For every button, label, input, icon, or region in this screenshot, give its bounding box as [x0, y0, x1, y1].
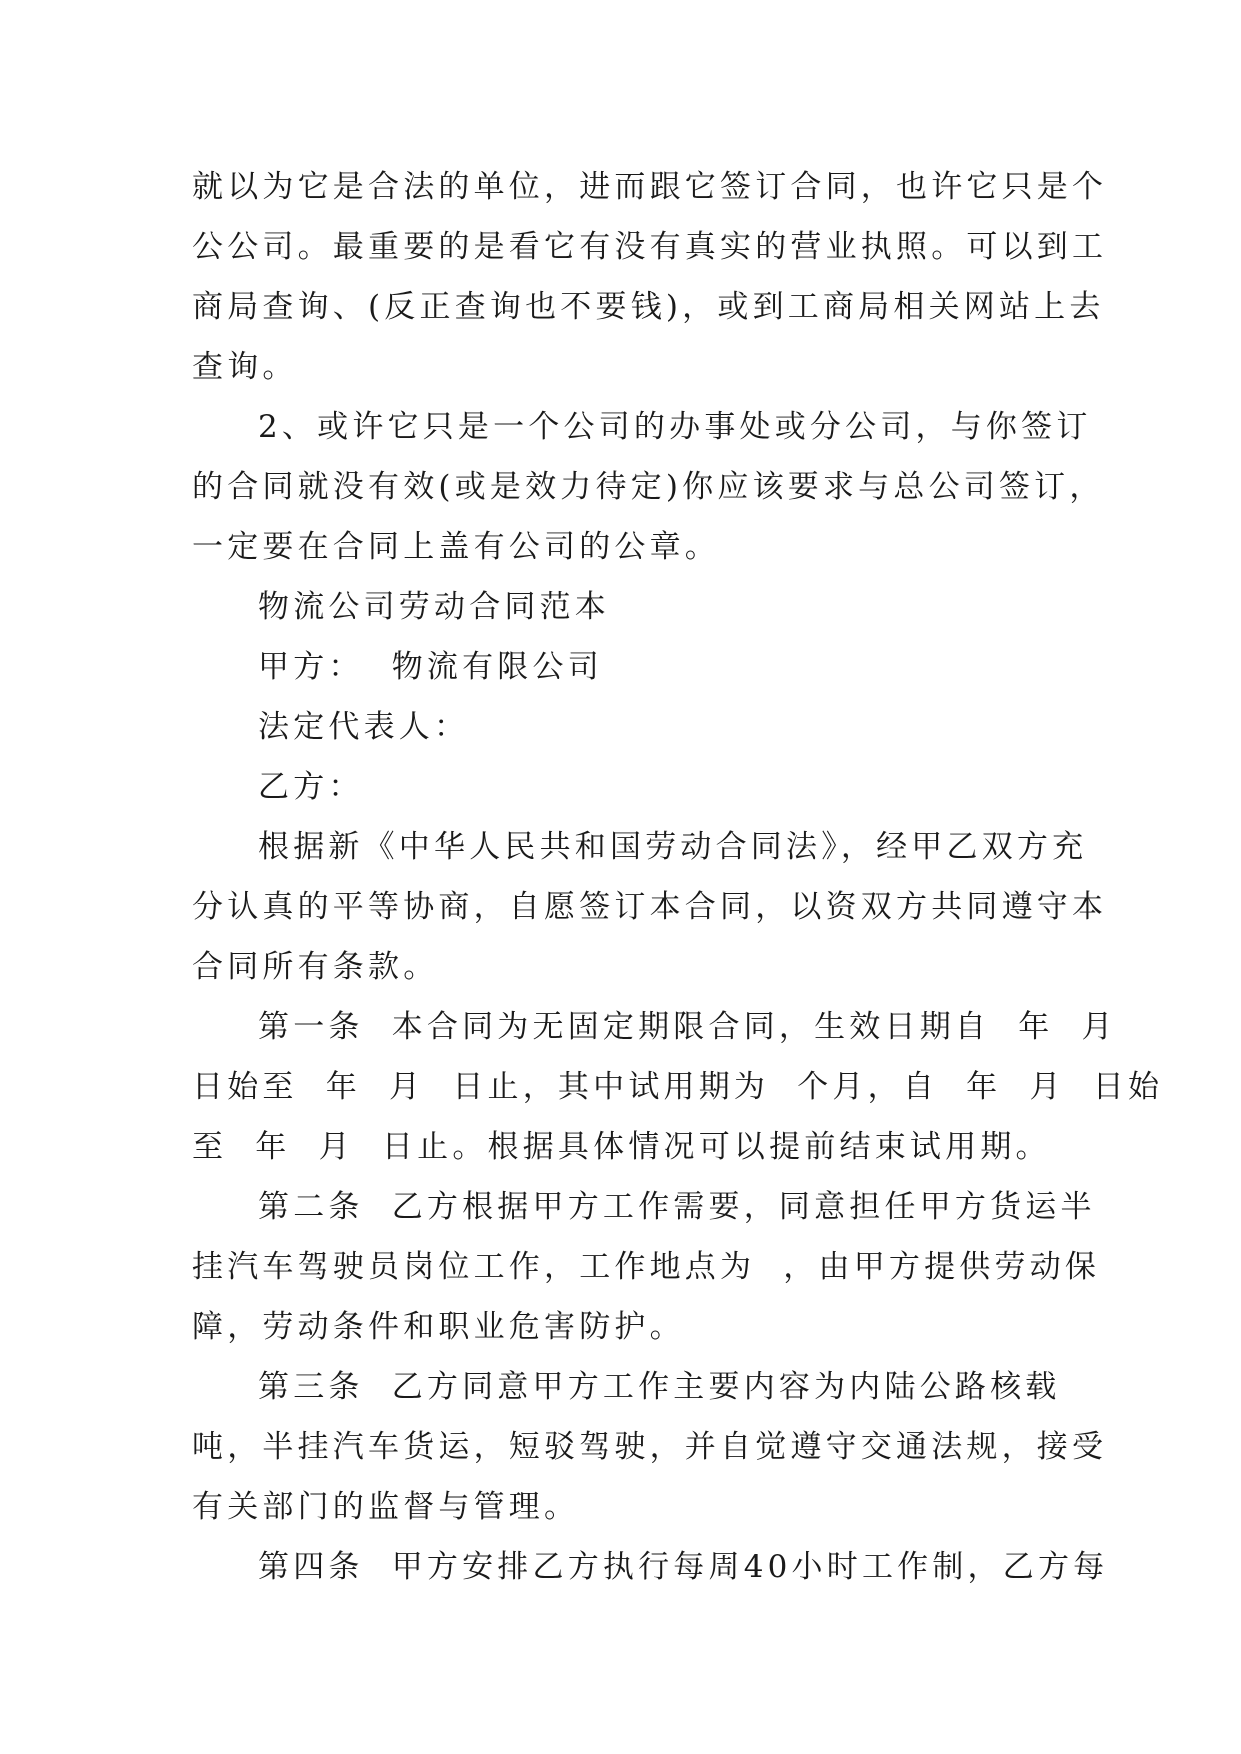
paragraph-start: 根据新《中华人民共和国劳动合同法》，经甲乙双方充: [258, 829, 1088, 865]
text-line: 的合同就没有效(或是效力待定)你应该要求与总公司签订，: [192, 469, 1105, 505]
text-line: 就以为它是合法的单位，进而跟它签订合同，也许它只是个: [192, 169, 1108, 205]
text-line: 商局查询、(反正查询也不要钱)，或到工商局相关网站上去: [192, 289, 1105, 325]
paragraph-start: 2、或许它只是一个公司的办事处或分公司，与你签订: [258, 409, 1092, 445]
text-line: 分认真的平等协商，自愿签订本合同，以资双方共同遵守本: [192, 889, 1108, 925]
article-2-start: 第二条 乙方根据甲方工作需要，同意担任甲方货运半: [258, 1189, 1096, 1225]
text-line: 至 年 月 日止。根据具体情况可以提前结束试用期。: [192, 1129, 1051, 1165]
article-3-start: 第三条 乙方同意甲方工作主要内容为内陆公路核载: [258, 1369, 1061, 1405]
party-b-line: 乙方：: [258, 769, 364, 805]
text-line: 吨，半挂汽车货运，短驳驾驶，并自觉遵守交通法规，接受: [192, 1429, 1108, 1465]
party-a-line: 甲方： 物流有限公司: [258, 649, 603, 685]
text-line: 挂汽车驾驶员岗位工作，工作地点为 ，由甲方提供劳动保: [192, 1249, 1101, 1285]
text-line: 合同所有条款。: [192, 949, 439, 985]
text-line: 日始至 年 月 日止，其中试用期为 个月，自 年 月 日始: [192, 1069, 1164, 1105]
text-line: 有关部门的监督与管理。: [192, 1489, 580, 1525]
text-line: 障，劳动条件和职业危害防护。: [192, 1309, 685, 1345]
article-4-start: 第四条 甲方安排乙方执行每周40小时工作制，乙方每: [258, 1549, 1109, 1585]
text-line: 一定要在合同上盖有公司的公章。: [192, 529, 720, 565]
text-line: 公公司。最重要的是看它有没有真实的营业执照。可以到工: [192, 229, 1108, 265]
document-title: 物流公司劳动合同范本: [258, 589, 610, 625]
text-line: 查询。: [192, 349, 298, 385]
article-1-start: 第一条 本合同为无固定期限合同，生效日期自 年 月: [258, 1009, 1117, 1045]
document-body: [192, 157, 1164, 1597]
legal-representative-line: 法定代表人：: [258, 709, 470, 745]
